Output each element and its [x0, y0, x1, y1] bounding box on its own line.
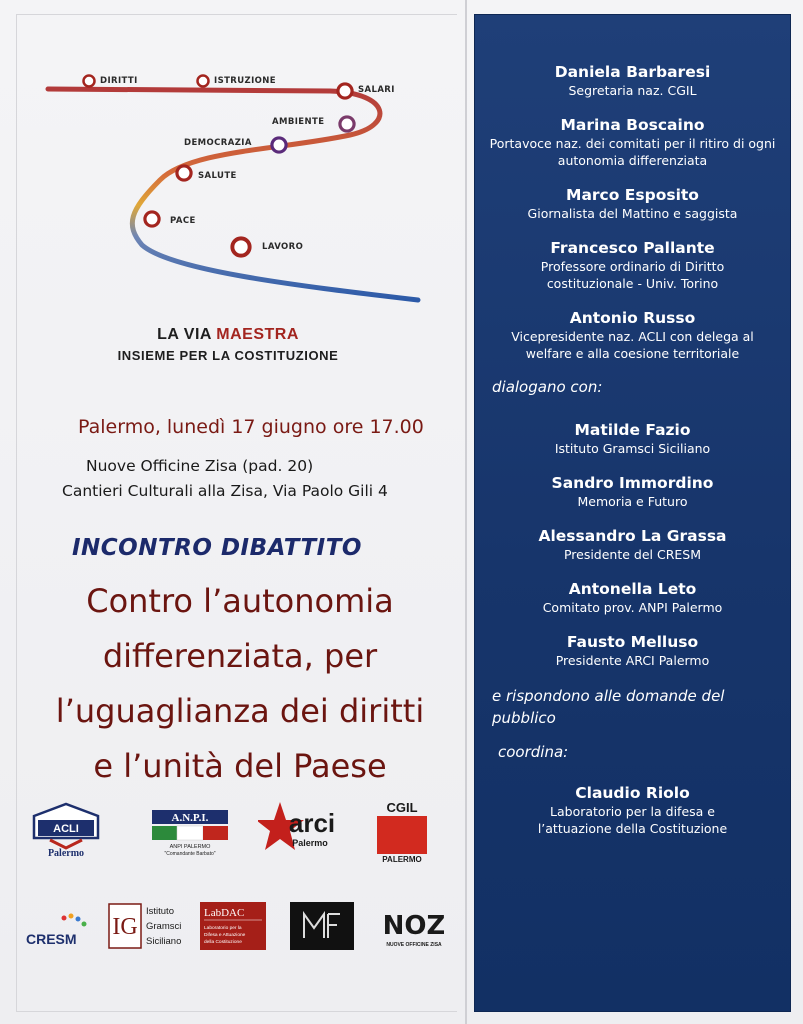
speaker-role: Professore ordinario di Diritto costituzionale - Univ. Torino: [540, 259, 725, 291]
coordinator-item: [474, 783, 791, 837]
noz-logo: [384, 902, 444, 950]
anpi-logo: [150, 806, 230, 860]
speaker-name: Marina Boscaino: [560, 116, 705, 134]
speaker-item: [474, 115, 791, 169]
speaker-role: Giornalista del Mattino e saggista: [527, 206, 738, 221]
acli-logo-caption: Palermo: [47, 848, 85, 858]
speaker-role: Segretaria naz. CGIL: [568, 83, 697, 98]
noz-logo-caption: NUOVE OFFICINE ZISA: [386, 942, 442, 948]
speaker-name: Francesco Pallante: [550, 239, 715, 257]
headline-line: differenziata, per: [102, 637, 378, 675]
stop-label-istruzione: ISTRUZIONE: [214, 76, 277, 86]
dialogue-role: Presidente del CRESM: [563, 547, 702, 562]
dialogue-name: Fausto Melluso: [566, 633, 699, 651]
pin-icon: [196, 74, 210, 88]
event-date-time: Palermo, lunedì 17 giugno ore 17.00: [78, 416, 424, 438]
campaign-title: [0, 326, 456, 344]
speakers-list: [474, 62, 791, 853]
gramsci-logo-text: Gramsci: [146, 921, 182, 932]
speaker-name: Antonio Russo: [569, 309, 696, 327]
cgil-logo-text: CGIL: [386, 800, 418, 815]
dialogue-item: [474, 579, 791, 616]
venue-line-1: Nuove Officine Zisa (pad. 20): [86, 457, 314, 475]
dialogue-item: [474, 473, 791, 510]
coordinator-role: Laboratorio per la difesa e l’attuazione della Costituzione: [537, 804, 728, 836]
dialogue-item: [474, 420, 791, 457]
svg-text:della Costituzione: della Costituzione: [204, 940, 242, 945]
svg-text:Laboratorio per la: Laboratorio per la: [204, 926, 242, 931]
stop-label-pace: PACE: [170, 216, 196, 226]
dialogue-role: Comitato prov. ANPI Palermo: [542, 600, 723, 615]
pin-icon: [338, 115, 356, 133]
noz-logo-text: NOZ: [384, 911, 444, 941]
labdac-logo-title: LabDAC: [204, 907, 245, 919]
anpi-logo-caption: "Comandante Barbato": [164, 851, 216, 857]
headline-line: Contro l’autonomia: [86, 582, 394, 620]
cgil-logo-caption: PALERMO: [382, 855, 422, 864]
pin-icon: [270, 136, 288, 154]
event-headline: [20, 574, 460, 794]
speaker-name: Daniela Barbaresi: [554, 63, 711, 81]
svg-text:IG: IG: [112, 914, 138, 940]
headline-line: l’uguaglianza dei diritti: [55, 692, 425, 730]
dialogue-role: Presidente ARCI Palermo: [555, 653, 710, 668]
speakers-panel: [474, 14, 791, 1012]
dialogue-label: dialogano con:: [492, 378, 603, 396]
stop-label-ambiente: AMBIENTE: [272, 117, 325, 127]
coordinator-name: Claudio Riolo: [575, 784, 690, 802]
speaker-role: Vicepresidente naz. ACLI con delega al welfare e alla coesione territoriale: [511, 329, 754, 361]
acli-logo-text: ACLI: [53, 823, 79, 835]
anpi-logo-text: A.N.P.I.: [171, 812, 209, 824]
speaker-item: [474, 308, 791, 362]
answer-label: e rispondono alle domande del pubblico: [492, 687, 725, 727]
gramsci-logo-text: Istituto: [146, 906, 174, 917]
speaker-item: [474, 238, 791, 292]
dialogue-role: Istituto Gramsci Siciliano: [554, 441, 711, 456]
pin-icon: [336, 82, 354, 100]
dialogue-item: [474, 632, 791, 669]
gramsci-logo: [108, 902, 188, 950]
arci-logo-caption: Palermo: [292, 838, 328, 848]
dialogue-name: Matilde Fazio: [574, 421, 691, 439]
campaign-title-prefix: LA VIA: [157, 326, 217, 343]
campaign-subtitle: INSIEME PER LA COSTITUZIONE: [117, 348, 339, 363]
arci-logo-text: arci: [288, 808, 336, 838]
venue-line-2: Cantieri Culturali alla Zisa, Via Paolo Gili 4: [62, 482, 388, 500]
dialogue-name: Antonella Leto: [568, 580, 697, 598]
event-kind: INCONTRO DIBATTITO: [72, 535, 362, 561]
speaker-role: Portavoce naz. dei comitati per il ritiro di ogni autonomia differenziata: [489, 136, 776, 168]
gramsci-logo-text: Siciliano: [146, 936, 182, 947]
road-path: [48, 89, 418, 300]
campaign-title-block: [0, 326, 456, 363]
coord-label: coordina:: [498, 743, 569, 761]
stop-label-democrazia: DEMOCRAZIA: [184, 138, 252, 148]
cresm-logo: [24, 910, 94, 950]
anpi-logo-caption: ANPI PALERMO: [169, 844, 211, 850]
arci-logo: [258, 800, 346, 856]
cresm-logo-text: CRESM: [26, 931, 77, 947]
memoria-futuro-logo: [290, 902, 354, 950]
stop-label-lavoro: LAVORO: [262, 242, 304, 252]
cgil-logo: [374, 800, 430, 864]
pin-icon: [143, 210, 161, 228]
stop-label-salute: SALUTE: [198, 171, 237, 181]
pin-icon: [230, 236, 252, 258]
speaker-item: [474, 62, 791, 99]
svg-text:Difesa e Attuazione: Difesa e Attuazione: [204, 933, 246, 938]
dialogue-role: Memoria e Futuro: [577, 494, 688, 509]
stop-label-diritti: DIRITTI: [100, 76, 138, 86]
campaign-title-accent: MAESTRA: [216, 326, 299, 343]
pin-icon: [175, 164, 193, 182]
labdac-logo: [200, 902, 266, 950]
stop-label-salari: SALARI: [358, 85, 395, 95]
speaker-name: Marco Esposito: [566, 186, 699, 204]
speaker-item: [474, 185, 791, 222]
dialogue-name: Sandro Immordino: [551, 474, 714, 492]
dialogue-item: [474, 526, 791, 563]
dialogue-name: Alessandro La Grassa: [538, 527, 727, 545]
column-separator: [465, 0, 467, 1024]
acli-logo: [30, 802, 102, 858]
pin-icon: [82, 74, 96, 88]
headline-line: e l’unità del Paese: [93, 747, 387, 785]
